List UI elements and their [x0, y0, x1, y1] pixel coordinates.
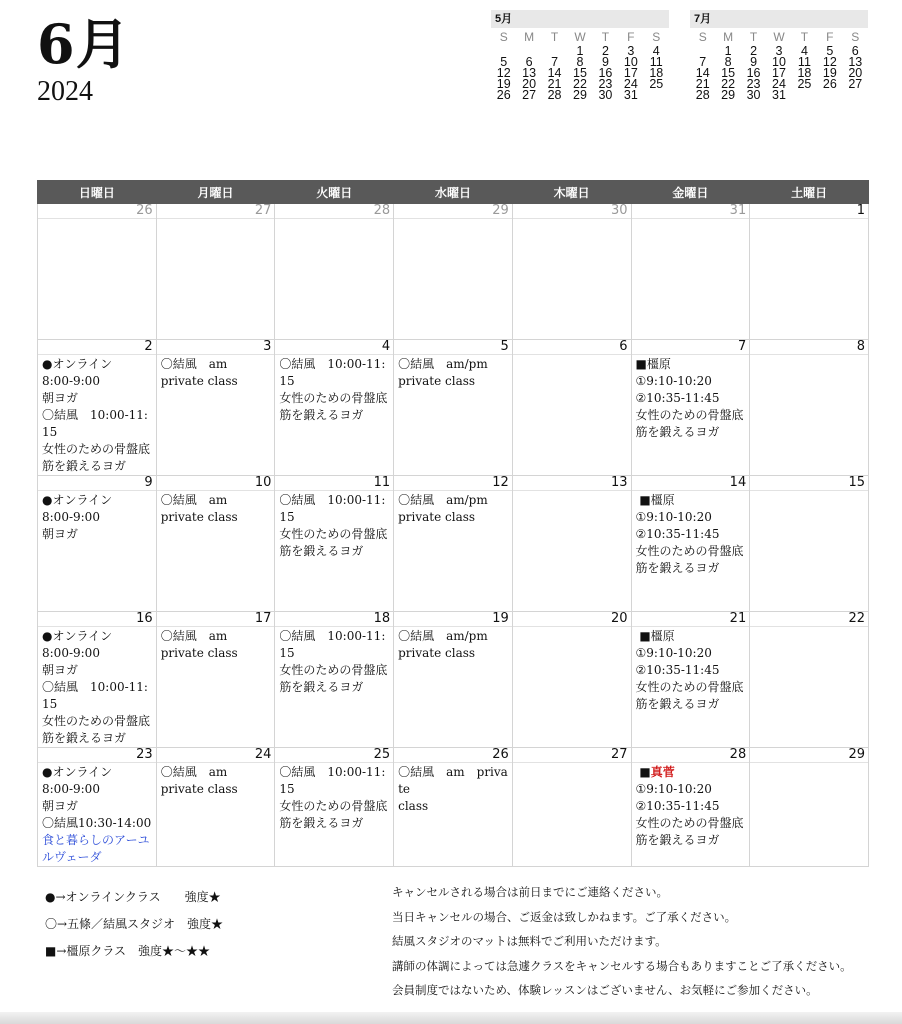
mini-day: 19 — [496, 77, 511, 91]
day-number: 30 — [513, 204, 631, 219]
day-number: 14 — [632, 476, 750, 491]
day-cell[interactable] — [750, 204, 869, 340]
weekday-header: 木曜日 — [512, 181, 631, 204]
mini-day: 22 — [573, 77, 587, 91]
note-line: 講師の体調によっては急遽クラスをキャンセルする場合もありますことご了承ください。 — [392, 958, 852, 973]
mini-dow-label: F — [826, 30, 834, 44]
day-cell[interactable] — [38, 612, 157, 748]
day-number: 29 — [394, 204, 512, 219]
event-text: 〇結風 10:00-11:15 女性のための骨盤底 筋を鍛えるヨガ — [279, 357, 388, 422]
day-cell[interactable] — [156, 748, 275, 867]
event-text: 〇結風 am private class — [398, 765, 508, 813]
legend — [45, 888, 365, 969]
mini-day — [792, 90, 817, 101]
note-line: 当日キャンセルの場合、ご返金は致しかねます。ご了承ください。 — [392, 909, 737, 924]
day-events — [157, 219, 275, 220]
day-events — [157, 627, 275, 662]
day-number: 17 — [157, 612, 275, 627]
note-line: 結風スタジオのマットは無料でご利用いただけます。 — [392, 934, 667, 948]
day-events — [632, 491, 750, 577]
mini-day: 8 — [724, 55, 732, 69]
mini-day: 1 — [724, 44, 732, 58]
day-cell[interactable] — [394, 204, 513, 340]
day-number: 24 — [157, 748, 275, 763]
day-events — [750, 219, 868, 220]
mini-day: 20 — [848, 66, 863, 80]
day-events — [750, 355, 868, 356]
mini-dow-label: M — [524, 30, 535, 44]
weekday-header: 金曜日 — [631, 181, 750, 204]
day-number: 13 — [513, 476, 631, 491]
day-number: 1 — [750, 204, 868, 219]
day-events — [750, 491, 868, 492]
mini-dow-label: M — [723, 30, 734, 44]
mini-day: 13 — [848, 55, 863, 69]
event-marker: ■ — [635, 765, 651, 779]
mini-day: 9 — [750, 55, 758, 69]
day-cell[interactable] — [156, 340, 275, 476]
day-cell[interactable] — [394, 476, 513, 612]
month-calendar — [37, 180, 869, 867]
mini-day: 26 — [822, 77, 837, 91]
event-location-line — [636, 764, 747, 781]
day-cell[interactable] — [750, 340, 869, 476]
mini-calendar-may — [491, 10, 669, 101]
mini-day: 6 — [525, 55, 533, 69]
day-events — [513, 627, 631, 628]
event-text: ●オンライン 8:00-9:00 朝ヨガ 〇結風 10:00-11:15 女性のための骨盤底 筋を鍛えるヨガ — [42, 629, 151, 745]
mini-dow-label: T — [550, 30, 559, 44]
day-number: 10 — [157, 476, 275, 491]
window-bottom-edge — [0, 1012, 902, 1024]
mini-day: 3 — [627, 44, 635, 58]
mini-day: 4 — [652, 44, 660, 58]
mini-dow-label: S — [698, 30, 707, 44]
day-events — [394, 491, 512, 526]
mini-day: 11 — [797, 55, 811, 69]
event-text: ■橿原 ①9:10-10:20 ②10:35-11:45 女性のための骨盤底 筋を鍛えるヨガ — [635, 357, 744, 439]
day-events — [157, 355, 275, 390]
mini-day: 29 — [721, 88, 736, 102]
mini-day: 6 — [851, 44, 859, 58]
day-number: 27 — [513, 748, 631, 763]
day-events — [275, 355, 393, 424]
day-events — [157, 763, 275, 798]
event-text: 〇結風 am/pm private class — [398, 493, 488, 524]
day-number: 11 — [275, 476, 393, 491]
mini-day: 25 — [649, 77, 664, 91]
mini-day: 24 — [623, 77, 638, 91]
day-number: 2 — [38, 340, 156, 355]
day-cell[interactable] — [750, 612, 869, 748]
mini-day: 7 — [699, 55, 707, 69]
day-events — [513, 219, 631, 220]
mini-day: 21 — [547, 77, 562, 91]
day-events — [394, 355, 512, 390]
day-number: 18 — [275, 612, 393, 627]
mini-calendar-title: 5月 — [491, 10, 669, 28]
day-number: 28 — [275, 204, 393, 219]
year-title: 2024 — [37, 76, 93, 107]
event-location-highlight: 真菅 — [650, 765, 675, 779]
mini-day: 28 — [695, 88, 710, 102]
mini-day: 15 — [573, 66, 587, 80]
day-number: 26 — [38, 204, 156, 219]
day-events — [38, 355, 156, 475]
mini-day: 14 — [547, 66, 562, 80]
day-cell[interactable] — [512, 612, 631, 748]
mini-dow-label: T — [601, 30, 610, 44]
mini-day: 18 — [649, 66, 664, 80]
mini-day: 18 — [797, 66, 812, 80]
day-cell[interactable] — [275, 612, 394, 748]
legend-item-online: ●→オンラインクラス 強度★ — [45, 890, 221, 904]
day-cell[interactable] — [156, 476, 275, 612]
day-number: 26 — [394, 748, 512, 763]
day-events — [275, 491, 393, 560]
mini-day: 12 — [496, 66, 511, 80]
mini-day: 27 — [848, 77, 863, 91]
day-cell[interactable] — [38, 204, 157, 340]
day-number: 27 — [157, 204, 275, 219]
mini-day: 3 — [775, 44, 783, 58]
day-events — [513, 763, 631, 764]
day-events — [513, 491, 631, 492]
day-number: 20 — [513, 612, 631, 627]
mini-day: 28 — [547, 88, 562, 102]
mini-day: 21 — [695, 77, 710, 91]
day-number: 31 — [632, 204, 750, 219]
mini-dow-label: F — [627, 30, 635, 44]
day-events — [38, 491, 156, 543]
day-number: 22 — [750, 612, 868, 627]
day-events — [275, 219, 393, 220]
mini-day: 27 — [522, 88, 537, 102]
mini-day — [843, 90, 868, 101]
week-row — [38, 204, 869, 340]
day-number: 9 — [38, 476, 156, 491]
event-text: 〇結風 am private class — [160, 765, 238, 796]
day-number: 19 — [394, 612, 512, 627]
mini-day: 10 — [623, 55, 638, 69]
event-text: ①9:10-10:20 ②10:35-11:45 女性のための骨盤底 筋を鍛えるヨガ — [635, 782, 744, 847]
event-text: 〇結風 10:00-11:15 女性のための骨盤底 筋を鍛えるヨガ — [279, 629, 388, 694]
event-text: 〇結風 am/pm private class — [398, 629, 488, 660]
day-cell[interactable] — [38, 340, 157, 476]
mini-dow-label: S — [499, 30, 508, 44]
event-text: ●オンライン 8:00-9:00 朝ヨガ 〇結風 10:00-11:15 女性のための骨盤底 筋を鍛えるヨガ — [42, 357, 151, 473]
day-number: 3 — [157, 340, 275, 355]
day-events — [38, 763, 156, 866]
mini-day: 5 — [826, 44, 834, 58]
day-cell[interactable] — [512, 476, 631, 612]
day-cell[interactable] — [512, 748, 631, 867]
day-cell[interactable] — [394, 612, 513, 748]
mini-dow-label: S — [851, 30, 860, 44]
day-cell[interactable] — [631, 204, 750, 340]
mini-day — [817, 90, 842, 101]
day-number: 16 — [38, 612, 156, 627]
mini-calendar-july — [690, 10, 868, 101]
weekday-header: 日曜日 — [38, 181, 157, 204]
week-row — [38, 340, 869, 476]
day-events — [275, 763, 393, 832]
day-events — [750, 763, 868, 764]
day-cell[interactable] — [156, 612, 275, 748]
mini-day: 24 — [772, 77, 786, 91]
mini-day — [644, 90, 669, 101]
mini-dow-label: S — [652, 30, 661, 44]
mini-day: 16 — [598, 66, 613, 80]
mini-dow-label: W — [773, 30, 785, 44]
day-events — [394, 219, 512, 220]
day-events — [632, 627, 750, 713]
mini-day: 31 — [623, 88, 638, 102]
day-events — [750, 627, 868, 628]
note-line: キャンセルされる場合は前日までにご連絡ください。 — [392, 885, 668, 899]
event-text: ●オンライン 8:00-9:00 朝ヨガ — [42, 493, 113, 541]
day-cell[interactable] — [750, 476, 869, 612]
mini-day: 30 — [598, 88, 613, 102]
mini-day: 25 — [797, 77, 812, 91]
day-cell[interactable] — [275, 340, 394, 476]
mini-day: 23 — [746, 77, 761, 91]
mini-dow-label: T — [749, 30, 758, 44]
day-number: 29 — [750, 748, 868, 763]
weekday-header: 月曜日 — [156, 181, 275, 204]
day-number: 5 — [394, 340, 512, 355]
event-text: 〇結風 10:00-11:15 女性のための骨盤底 筋を鍛えるヨガ — [279, 493, 388, 558]
event-text: 〇結風 am private class — [160, 357, 238, 388]
mini-calendar-grid — [690, 31, 868, 101]
day-number: 12 — [394, 476, 512, 491]
day-events — [275, 627, 393, 696]
day-number: 6 — [513, 340, 631, 355]
notes — [392, 880, 872, 1003]
event-text: 〇結風 am/pm private class — [398, 357, 488, 388]
day-cell[interactable] — [38, 748, 157, 867]
day-cell[interactable] — [38, 476, 157, 612]
day-cell[interactable] — [631, 340, 750, 476]
day-cell[interactable] — [394, 748, 513, 867]
week-row — [38, 748, 869, 867]
mini-day: 30 — [746, 88, 761, 102]
day-number: 4 — [275, 340, 393, 355]
event-text: ●オンライン 8:00-9:00 朝ヨガ 〇結風10:30-14:00 — [42, 765, 152, 830]
day-number: 23 — [38, 748, 156, 763]
mini-day: 2 — [750, 44, 758, 58]
day-events — [632, 763, 750, 849]
mini-calendar-title: 7月 — [690, 10, 868, 28]
day-number: 28 — [632, 748, 750, 763]
weekday-header: 火曜日 — [275, 181, 394, 204]
day-events — [632, 219, 750, 220]
day-cell[interactable] — [512, 340, 631, 476]
mini-day: 19 — [822, 66, 837, 80]
day-number: 21 — [632, 612, 750, 627]
mini-day: 11 — [649, 55, 663, 69]
day-events — [38, 627, 156, 747]
day-events — [394, 763, 512, 815]
legend-item-kashihara: ■→橿原クラス 強度★～★★ — [45, 944, 211, 958]
month-title: 6月 — [37, 12, 131, 76]
mini-day: 17 — [772, 66, 786, 80]
event-text: 〇結風 am private class — [160, 629, 238, 660]
mini-day: 13 — [522, 66, 537, 80]
day-cell[interactable] — [631, 748, 750, 867]
mini-day: 1 — [576, 44, 584, 58]
mini-day: 22 — [721, 77, 736, 91]
mini-day: 17 — [623, 66, 638, 80]
week-row — [38, 476, 869, 612]
day-cell[interactable] — [631, 476, 750, 612]
day-events — [632, 355, 750, 441]
mini-day: 4 — [800, 44, 808, 58]
day-events — [157, 491, 275, 526]
mini-day: 12 — [822, 55, 837, 69]
week-row — [38, 612, 869, 748]
mini-day: 9 — [601, 55, 609, 69]
mini-day: 15 — [721, 66, 736, 80]
day-cell[interactable] — [275, 204, 394, 340]
day-cell[interactable] — [394, 340, 513, 476]
weekday-header-row — [38, 181, 869, 204]
day-cell[interactable] — [275, 748, 394, 867]
mini-calendar-grid — [491, 31, 669, 101]
day-cell[interactable] — [750, 748, 869, 867]
event-text: 〇結風 10:00-11:15 女性のための骨盤底 筋を鍛えるヨガ — [279, 765, 388, 830]
mini-day: 5 — [500, 55, 508, 69]
day-events — [513, 355, 631, 356]
mini-day: 14 — [695, 66, 710, 80]
mini-dow-label: T — [800, 30, 809, 44]
mini-day: 26 — [496, 88, 511, 102]
mini-day: 29 — [573, 88, 587, 102]
day-cell[interactable] — [156, 204, 275, 340]
mini-day: 20 — [522, 77, 537, 91]
mini-day: 31 — [772, 88, 786, 102]
mini-day: 16 — [746, 66, 761, 80]
mini-day: 2 — [601, 44, 609, 58]
weekday-header: 水曜日 — [394, 181, 513, 204]
day-events — [38, 219, 156, 220]
day-cell[interactable] — [512, 204, 631, 340]
event-text: ■橿原 ①9:10-10:20 ②10:35-11:45 女性のための骨盤底 筋を鍛えるヨガ — [635, 493, 744, 575]
mini-day: 23 — [598, 77, 613, 91]
day-number: 15 — [750, 476, 868, 491]
weekday-header: 土曜日 — [750, 181, 869, 204]
day-number: 8 — [750, 340, 868, 355]
day-cell[interactable] — [631, 612, 750, 748]
note-line: 会員制度ではないため、体験レッスンはございません、お気軽にご参加ください。 — [392, 983, 818, 997]
event-text: 〇結風 am private class — [160, 493, 238, 524]
day-events — [394, 627, 512, 662]
mini-dow-label: W — [574, 30, 586, 44]
event-text: ■橿原 ①9:10-10:20 ②10:35-11:45 女性のための骨盤底 筋を鍛えるヨガ — [635, 629, 744, 711]
day-number: 25 — [275, 748, 393, 763]
day-number: 7 — [632, 340, 750, 355]
legend-item-studio: 〇→五條／結風スタジオ 強度★ — [45, 917, 224, 931]
event-link[interactable]: 食と暮らしのアーユ ルヴェーダ — [42, 833, 150, 864]
mini-day: 10 — [772, 55, 786, 69]
mini-day: 8 — [576, 55, 584, 69]
day-cell[interactable] — [275, 476, 394, 612]
mini-day: 7 — [551, 55, 559, 69]
